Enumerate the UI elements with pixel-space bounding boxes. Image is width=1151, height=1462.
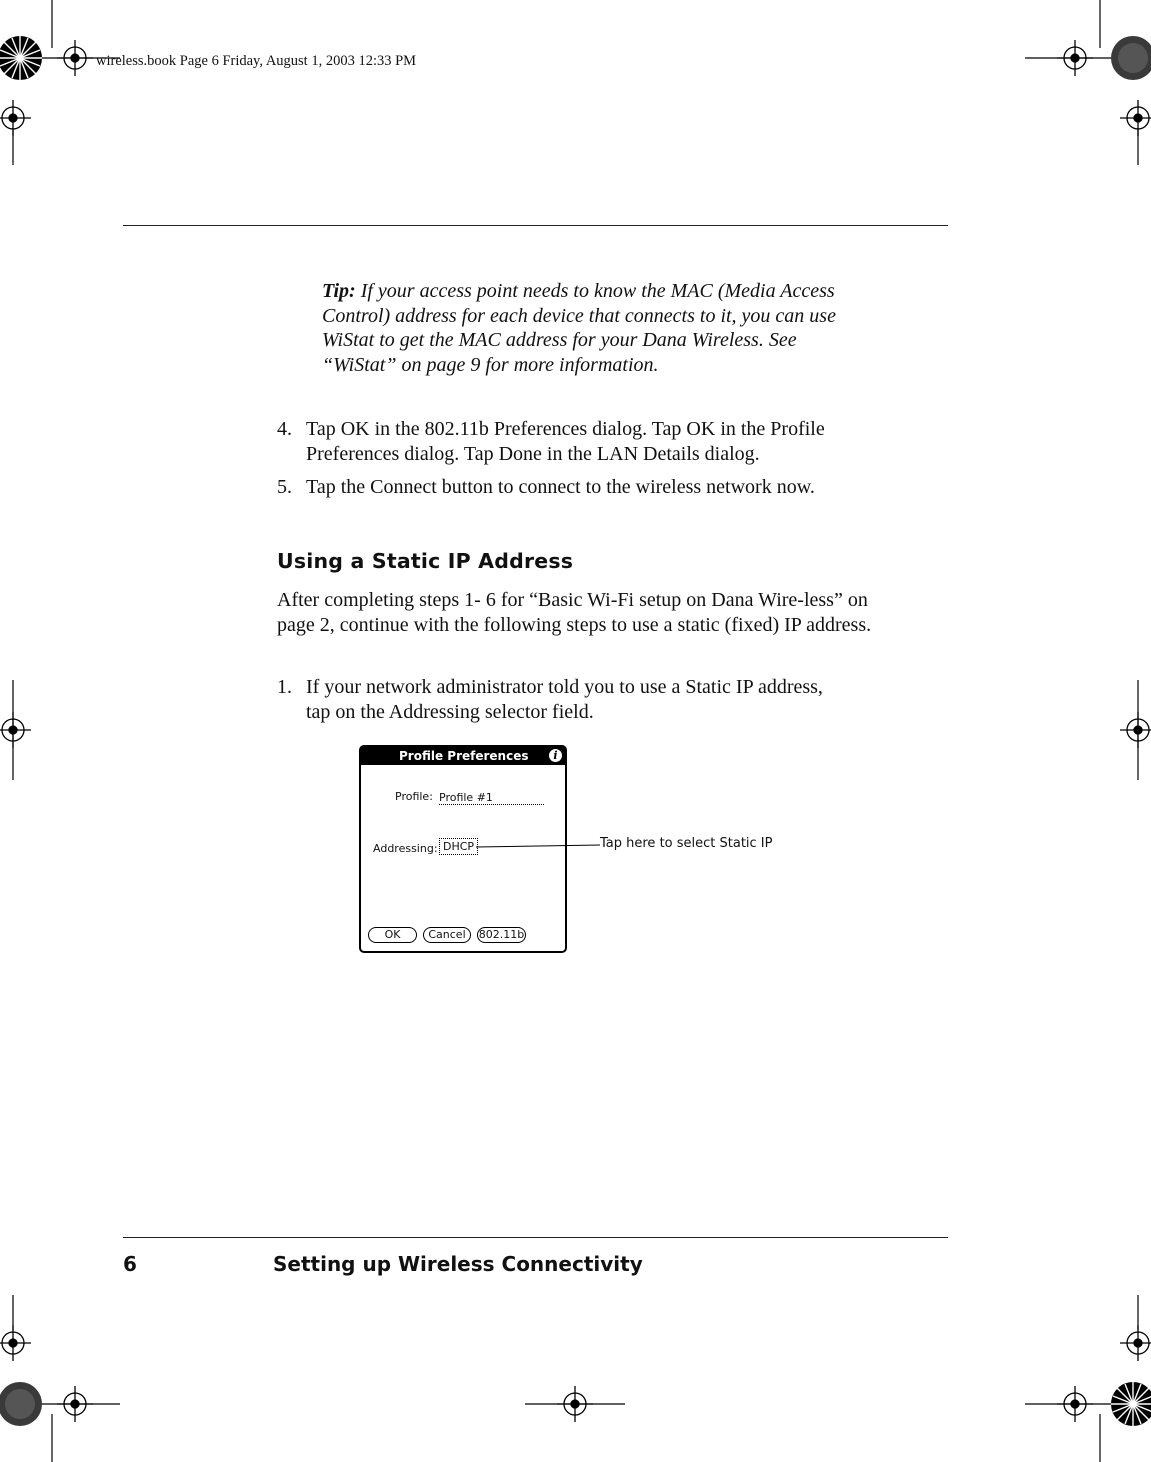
profile-label: Profile:	[395, 790, 433, 803]
callout-leader-line	[476, 840, 602, 852]
header-rule	[123, 225, 948, 226]
step-number: 1.	[277, 676, 292, 698]
tip-text: If your access point needs to know the MAC (Media Access Control) address for each device that connects to it, you can use WiStat to get the MAC address for your Dana Wireless. See “WiStat” on page 9 for more information.	[322, 280, 836, 376]
step-text: If your network administrator told you to use a Static IP address, tap on the Addressing selector field.	[306, 676, 823, 723]
print-slug: wireless.book Page 6 Friday, August 1, 2003 12:33 PM	[96, 53, 417, 69]
step-4	[277, 417, 877, 466]
page-number: 6	[123, 1252, 137, 1276]
profile-field[interactable]: Profile #1	[439, 791, 544, 805]
section-heading: Using a Static IP Address	[277, 549, 574, 573]
addressing-label: Addressing:	[373, 842, 438, 855]
step-1	[277, 675, 837, 724]
step-number: 5.	[277, 476, 292, 498]
cancel-button[interactable]: Cancel	[423, 927, 471, 943]
tip-note	[322, 279, 842, 377]
figure-callout: Tap here to select Static IP	[600, 836, 773, 851]
step-text: Tap the Connect button to connect to the wireless network now.	[306, 476, 815, 498]
ok-button[interactable]: OK	[368, 927, 417, 943]
info-icon[interactable]: i	[549, 749, 562, 762]
step-number: 4.	[277, 418, 292, 440]
footer-rule	[123, 1237, 948, 1238]
dialog-title: Profile Preferences	[361, 747, 565, 765]
wifi-settings-button[interactable]: 802.11b	[478, 928, 525, 941]
step-text: Tap OK in the 802.11b Preferences dialog. Tap OK in the Profile Preferences dialog. Tap Done in the LAN Details dialog.	[306, 418, 825, 465]
addressing-selector[interactable]: DHCP	[439, 838, 478, 855]
section-intro: After completing steps 1- 6 for “Basic Wi-Fi setup on Dana Wire-less” on page 2, continue with the following steps to use a static (fixed) IP address.	[277, 589, 872, 636]
step-5	[277, 475, 842, 500]
chapter-title: Setting up Wireless Connectivity	[273, 1252, 643, 1276]
tip-label: Tip:	[322, 280, 356, 302]
